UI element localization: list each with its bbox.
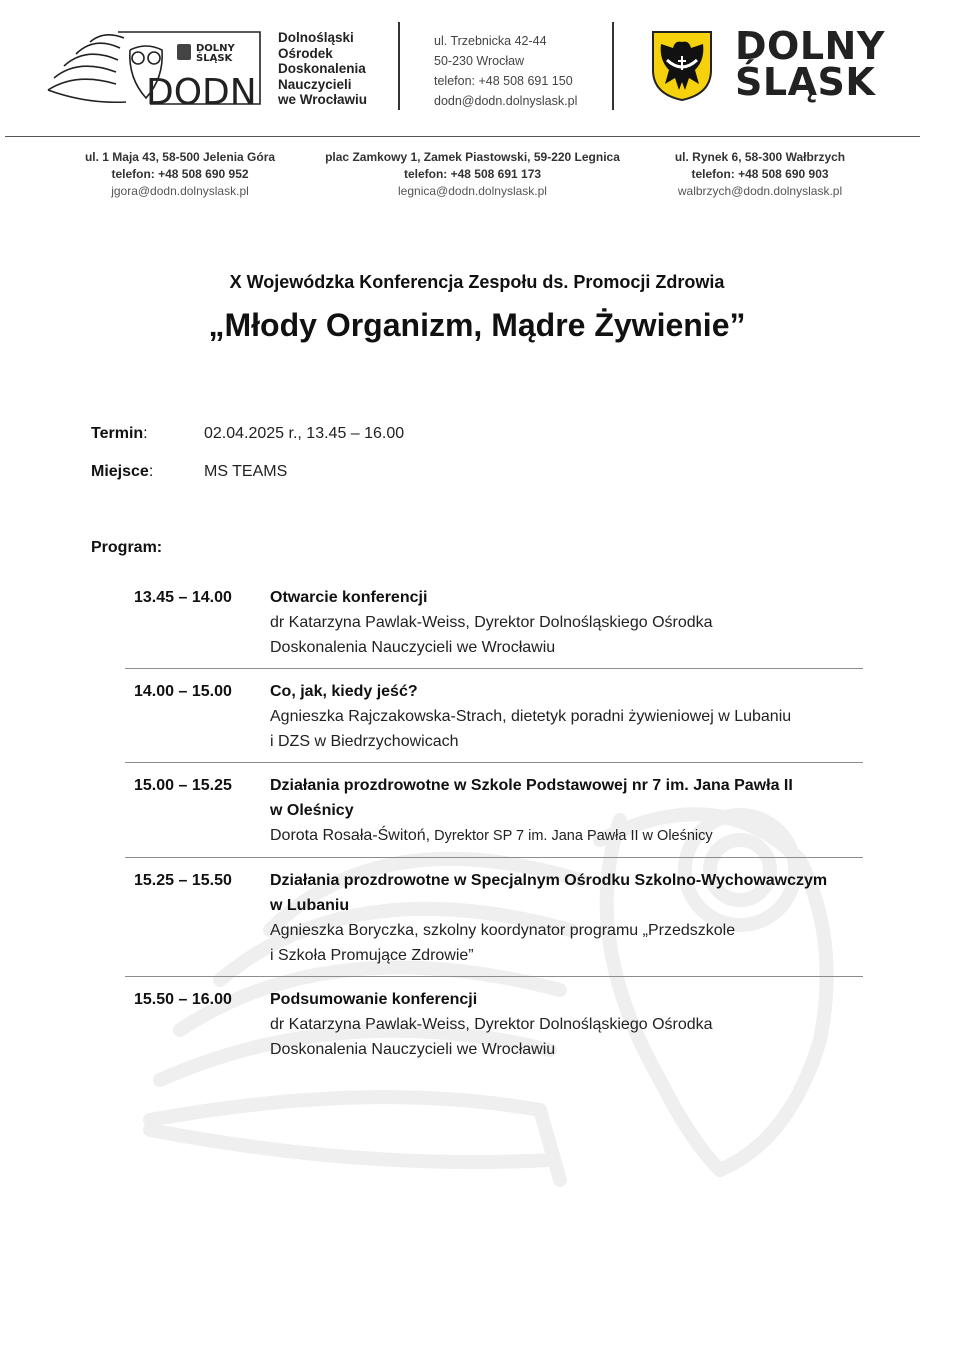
main-address [434,31,577,111]
institution-name-line: Nauczycieli [278,76,352,92]
program-desc [270,823,863,849]
program-row [125,669,863,763]
conference-title: „Młody Organizm, Mądre Żywienie” [208,307,746,343]
program-desc: Doskonalenia Nauczycieli we Wrocławiu [270,1041,556,1058]
branch-legnica [300,149,645,200]
termin-value: 02.04.2025 r., 13.45 – 16.00 [204,425,405,442]
program-time: 13.45 – 14.00 [134,589,232,606]
miejsce-label [91,463,153,481]
header-divider [612,22,614,110]
program-time: 15.25 – 15.50 [134,872,232,889]
conference-subtitle: X Wojewódzka Konferencja Zespołu ds. Promocji Zdrowia [229,272,725,292]
dolny-slask-logo-line1: DOLNY [735,24,885,68]
institution-name-line: Dolnośląski [278,30,354,45]
program-table [125,583,863,1070]
dodn-logo-brand-line1: DOLNY [196,43,235,54]
coat-of-arms-icon [651,30,713,102]
address-email[interactable]: dodn@dodn.dolnyslask.pl [434,94,578,108]
termin-label [91,425,148,443]
program-desc: Doskonalenia Nauczycieli we Wrocławiu [270,639,556,656]
dodn-logo [46,28,264,108]
institution-name-line: we Wrocławiu [278,92,368,107]
program-row [125,977,863,1070]
institution-name-line: Doskonalenia [278,61,366,76]
dolny-slask-logo-line2: ŚLĄSK [735,60,876,104]
program-time: 15.00 – 15.25 [134,777,232,794]
dolny-slask-logo [735,24,885,104]
program-title: Otwarcie konferencji [270,589,428,606]
address-phone: telefon: +48 508 691 150 [434,74,573,88]
header-separator [5,136,920,137]
branch-address: plac Zamkowy 1, Zamek Piastowski, 59-220 Legnica [325,150,620,164]
branch-phone: telefon: +48 508 690 952 [111,167,249,181]
program-desc: Agnieszka Rajczakowska-Strach, dietetyk poradni żywieniowej w Lubaniu [270,708,792,725]
branch-address: ul. 1 Maja 43, 58-500 Jelenia Góra [84,150,276,164]
program-title: Co, jak, kiedy jeść? [270,683,418,700]
branch-phone: telefon: +48 508 691 173 [403,167,542,181]
program-row [125,858,863,977]
speaker-name: Dorota Rosała-Świtoń, [270,827,431,844]
program-desc: dr Katarzyna Pawlak-Weiss, Dyrektor Dolnośląskiego Ośrodka [270,1016,713,1033]
program-time: 15.50 – 16.00 [134,991,232,1008]
program-title: Działania prozdrowotne w Szkole Podstawowej nr 7 im. Jana Pawła II [270,777,793,794]
miejsce-label-text: Miejsce [91,463,149,480]
colon: : [143,425,148,442]
program-title: w Oleśnicy [270,802,354,819]
program-desc: dr Katarzyna Pawlak-Weiss, Dyrektor Dolnośląskiego Ośrodka [270,614,713,631]
institution-name [278,30,367,108]
branch-address: ul. Rynek 6, 58-300 Wałbrzych [674,150,846,164]
program-desc: i DZS w Biedrzychowicach [270,733,459,750]
address-city: 50-230 Wrocław [434,54,525,68]
header-divider [398,22,400,110]
program-title: Podsumowanie konferencji [270,991,478,1008]
program-desc: Agnieszka Boryczka, szkolny koordynator programu „Przedszkole [270,922,736,939]
program-time: 14.00 – 15.00 [134,683,232,700]
branch-email[interactable]: jgora@dodn.dolnyslask.pl [111,184,249,198]
dodn-logo-brand-line2: ŚLĄSK [196,53,233,64]
mini-coat-icon [177,44,191,60]
institution-name-line: Ośrodek [278,45,333,61]
colon: : [148,463,154,480]
address-street: ul. Trzebnicka 42-44 [434,34,547,48]
branch-jelenia-gora [60,149,300,200]
program-row [125,583,863,669]
program-desc: i Szkoła Promujące Zdrowie” [270,947,474,964]
branch-walbrzych [650,149,870,200]
program-row [125,763,863,858]
miejsce-value: MS TEAMS [204,463,288,480]
branch-phone: telefon: +48 508 690 903 [691,167,829,181]
program-title: w Lubaniu [270,897,350,914]
program-title: Działania prozdrowotne w Specjalnym Ośrodku Szkolno-Wychowawczym [270,872,828,889]
branch-email[interactable]: legnica@dodn.dolnyslask.pl [398,184,547,198]
branch-email[interactable]: walbrzych@dodn.dolnyslask.pl [677,184,843,198]
program-label: Program: [91,539,163,556]
termin-label-text: Termin [91,425,144,442]
dodn-logo-acronym: DODN [146,72,257,108]
speaker-role: Dyrektor SP 7 im. Jana Pawła II w Oleśnicy [430,828,713,844]
